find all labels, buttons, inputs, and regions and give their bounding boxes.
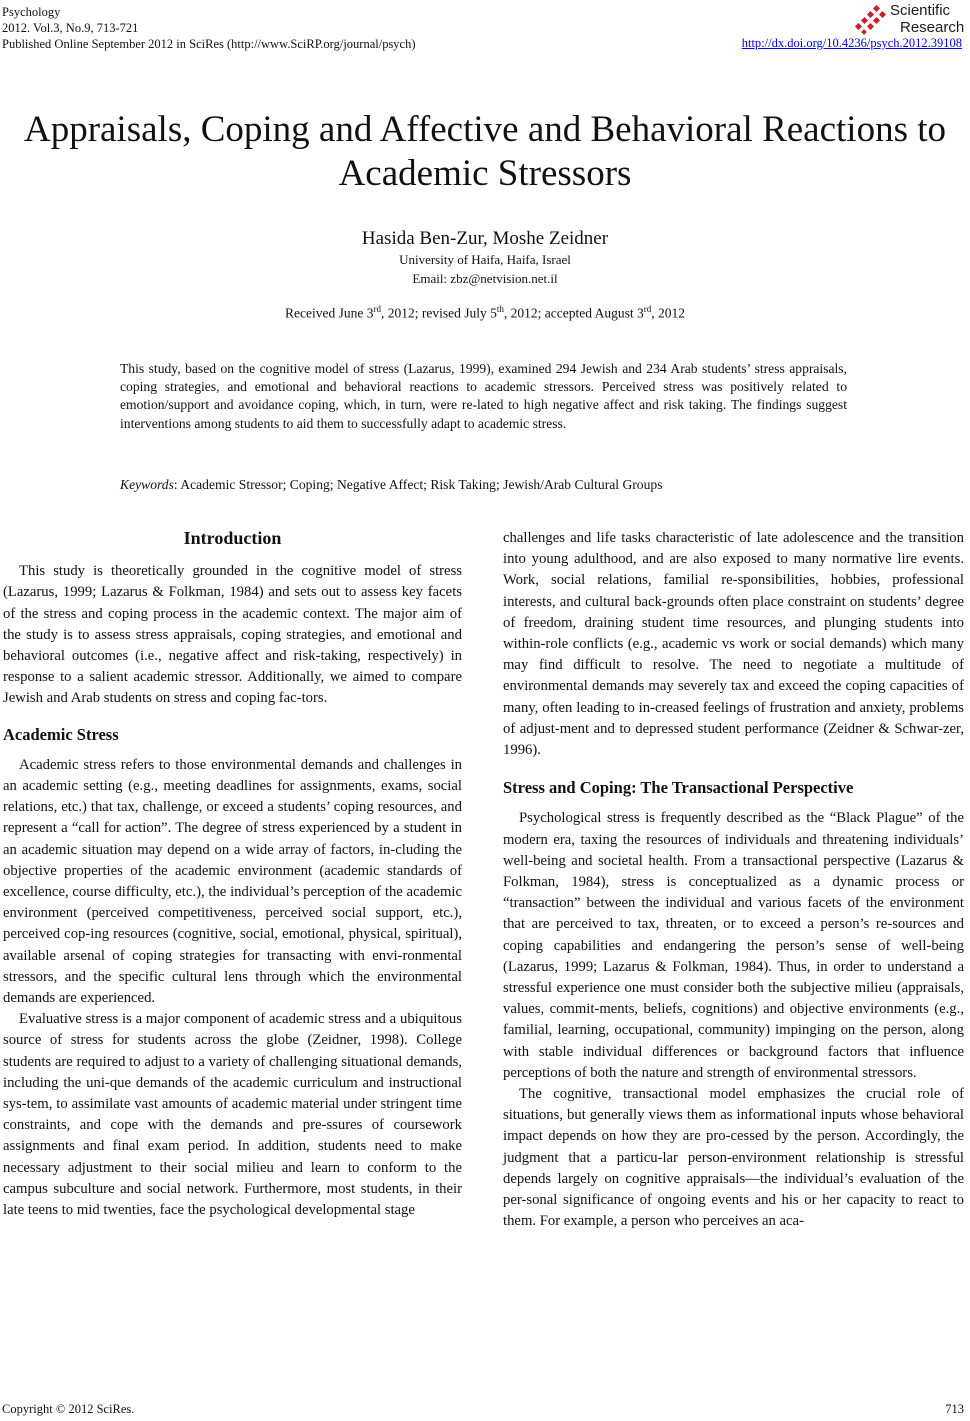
article-title: Appraisals, Coping and Affective and Behavioral Reactions to Academic Stressors (23, 109, 947, 194)
keywords (120, 477, 880, 493)
keywords-list: : Academic Stressor; Coping; Negative Affect; Risk Taking; Jewish/Arab Cultural Groups (173, 477, 663, 492)
revised-sup: th (496, 304, 504, 314)
volume-info: 2012. Vol.3, No.9, 713-721 (2, 21, 139, 35)
received-date: Received June 3 (285, 305, 374, 321)
authors: Hasida Ben-Zur, Moshe Zeidner (361, 228, 609, 249)
section-heading-introduction: Introduction (183, 528, 282, 548)
affiliation: University of Haifa, Haifa, Israel (399, 252, 571, 267)
affiliation-block (0, 250, 970, 288)
publisher-logo (854, 2, 964, 38)
logo-text-line1: Scientific (890, 2, 951, 19)
paragraph: challenges and life tasks characteristic of late adolescence and the transition into young adulthood, and are also exposed to many normative lire events. Work, social relations, familial re-sponsibilities, hobbies, professional interests, and cultural back-grounds often place constraint on students’ degree of freedom, draining student time resources, and plunging students into within-role conflicts (e.g., academic vs work or social demands) which many may find difficult to resolve. The need to negotiate a multitude of environmental demands may severely tax and exceed the coping capacities of many, often leading to in-creased feelings of frustration and anxiety, problems of adjust-ment and to depressed student performance (Zeidner & Schwar-zer, 1996). (503, 530, 964, 759)
year-end: , 2012 (651, 305, 685, 321)
received-sup: rd (373, 304, 381, 314)
page-number: 713 (945, 1402, 964, 1416)
keywords-label: Keywords (120, 477, 174, 492)
journal-name: Psychology (2, 5, 61, 19)
right-column (503, 528, 964, 1233)
paragraph: The cognitive, transactional model emphasizes the crucial role of situations, but generally views them as informational inputs whose behavioral impact depends on how they are pro-cessed by the person. Accordingly, the judgment that a particu-lar person-environment relationship is stressful depends largely on cognitive appraisals—the individual’s evaluation of the per-sonal significance of ongoing events and his or her capacity to react to them. For example, a person who perceives an aca- (503, 1086, 964, 1230)
revised-date: , 2012; revised July 5 (380, 305, 497, 321)
paragraph: Psychological stress is frequently described as the “Black Plague” of the modern era, taxing the resources of individuals and threatening individuals’ well-being and societal health. From a transactional perspective (Lazarus & Folkman, 1984), stress is conceptualized as a dynamic process or “transaction” between the individual and various facets of the environment that are perceived to tax, threaten, or to exceed a person’s re-sources and coping capabilities and endangering the person’s sense of well-being (Lazarus, 1999; Lazarus & Folkman, 1984). Thus, in order to understand a stressful experience one must consider both the subjective milieu (appraisals, values, commit-ments, beliefs, cognitions) and objective environments (e.g., familial, learning, occupational, community) impinging on the person, along with stable individual differences or background factors that influence perceptions of both the nature and strength of environmental stressors. (503, 810, 964, 1081)
received-dates (0, 304, 970, 322)
paragraph: Academic stress refers to those environmental demands and challenges in an academic setting (e.g., meeting deadlines for assignments, exams, social relations, etc.) that tax, challenge, or exceed a students’ coping resources, and represent a “call for action”. The degree of stress experienced by a student in an academic situation may depend on a wide array of factors, in-cluding the objective properties of the academic environment (academic standards of excellence, course difficulty, etc.), the individual’s perception of the academic environment (perceived competitiveness, perceived social support, etc.), perceived cop-ing resources (cognitive, social, emotional, physical, spiritual), available arsenal of coping strategies for transacting with envi-ronmental stressors, and the specific cultural lens through which the environmental demands are experienced. (3, 756, 462, 1007)
logo-text-line2: Research (900, 19, 965, 36)
running-header (2, 4, 416, 52)
publication-info: Published Online September 2012 in SciRes (http://www.SciRP.org/journal/psych) (2, 37, 416, 51)
scientific-research-logo-icon (854, 4, 890, 36)
abstract: This study, based on the cognitive model of stress (Lazarus, 1999), examined 294 Jewish and 234 Arab students’ stress appraisals, coping strategies, and emotional and behavioral reactions to academic stressors. Perceived stress was positively related to emotion/support and avoidance coping, which, in turn, were re-lated to high negative affect and risk taking. The findings suggest interventions among students to aid them to successfully adapt to academic stress. (120, 361, 847, 431)
doi-link[interactable]: http://dx.doi.org/10.4236/psych.2012.39108 (741, 36, 962, 50)
paragraph: Evaluative stress is a major component of academic stress and a ubiquitous source of stress for students across the globe (Zeidner, 1998). College students are required to adjust to a variety of challenging situational demands, including the uni-que demands of the academic curriculum and instructional sys-tem, to assimilate vast amounts of academic material under stringent time constraints, and cope with the demands and pre-ssures of coursework assignments and final exam period. In addition, students need to make necessary adjustment to their social milieu and learn to conform to the campus subculture and social network. Furthermore, most students, in their late teens to mid twenties, face the psychological developmental stage (3, 1011, 462, 1219)
left-column (3, 528, 462, 1221)
section-heading-academic-stress: Academic Stress (3, 724, 119, 744)
paragraph: This study is theoretically grounded in the cognitive model of stress (Lazarus, 1999; Lazarus & Folkman, 1984) and sets out to assess key facets of the stress and coping process in the academic context. The major aim of the study is to assess stress appraisals, coping strategies, and emotional and behavioral outcomes (i.e., negative affect and risk-taking, respectively) in response to a salient academic stressor. Additionally, we aimed to compare Jewish and Arab students on stress and coping fac-tors. (3, 563, 462, 707)
section-heading-stress-coping: Stress and Coping: The Transactional Perspective (503, 778, 854, 798)
accepted-sup: rd (643, 304, 652, 314)
copyright: Copyright © 2012 SciRes. (2, 1402, 135, 1416)
email: Email: zbz@netvision.net.il (412, 271, 558, 286)
accepted-date: , 2012; accepted August 3 (503, 305, 644, 321)
